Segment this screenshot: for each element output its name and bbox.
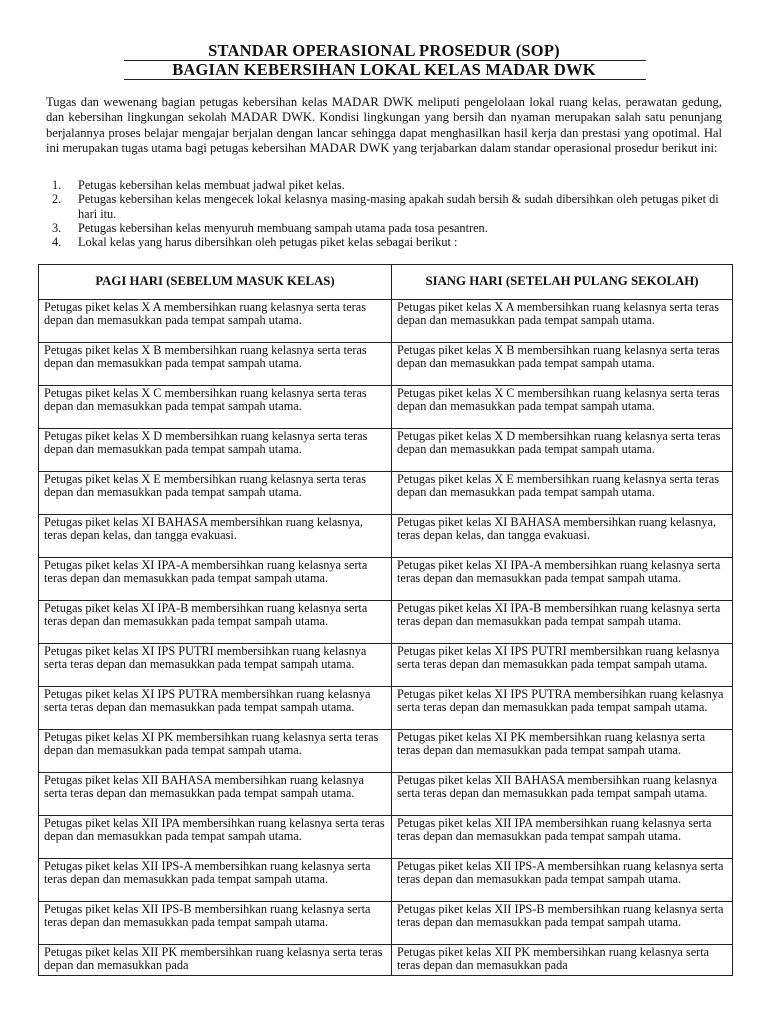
table-row <box>39 515 733 558</box>
cell-morning: Petugas piket kelas XI IPS PUTRI membersihkan ruang kelasnya serta teras depan dan memasukkan pada tempat sampah utama. <box>39 644 392 687</box>
cell-morning: Petugas piket kelas X C membersihkan ruang kelasnya serta teras depan dan memasukkan pada tempat sampah utama. <box>39 386 392 429</box>
cell-morning: Petugas piket kelas XII IPA membersihkan ruang kelasnya serta teras depan dan memasukkan pada tempat sampah utama. <box>39 816 392 859</box>
table-row <box>39 773 733 816</box>
table-row <box>39 859 733 902</box>
cell-morning: Petugas piket kelas XI IPS PUTRA membersihkan ruang kelasnya serta teras depan dan memasukkan pada tempat sampah utama. <box>39 687 392 730</box>
cell-afternoon: Petugas piket kelas XI IPS PUTRA membersihkan ruang kelasnya serta teras depan dan memasukkan pada tempat sampah utama. <box>392 687 733 730</box>
cell-afternoon: Petugas piket kelas XI IPA-B membersihkan ruang kelasnya serta teras depan dan memasukkan pada tempat sampah utama. <box>392 601 733 644</box>
cell-morning: Petugas piket kelas X B membersihkan ruang kelasnya serta teras depan dan memasukkan pada tempat sampah utama. <box>39 343 392 386</box>
cell-morning: Petugas piket kelas XII IPS-A membersihkan ruang kelasnya serta teras depan dan memasukkan pada tempat sampah utama. <box>39 859 392 902</box>
list-item <box>52 178 722 192</box>
cell-afternoon: Petugas piket kelas XII IPA membersihkan ruang kelasnya serta teras depan dan memasukkan pada tempat sampah utama. <box>392 816 733 859</box>
cell-afternoon: Petugas piket kelas XI IPA-A membersihkan ruang kelasnya serta teras depan dan memasukkan pada tempat sampah utama. <box>392 558 733 601</box>
table-row <box>39 644 733 687</box>
cell-morning: Petugas piket kelas XI IPA-A membersihkan ruang kelasnya serta teras depan dan memasukkan pada tempat sampah utama. <box>39 558 392 601</box>
cell-afternoon: Petugas piket kelas X A membersihkan ruang kelasnya serta teras depan dan memasukkan pada tempat sampah utama. <box>392 300 733 343</box>
cell-afternoon: Petugas piket kelas XI IPS PUTRI membersihkan ruang kelasnya serta teras depan dan memasukkan pada tempat sampah utama. <box>392 644 733 687</box>
list-item-text: Petugas kebersihan kelas mengecek lokal kelasnya masing-masing apakah sudah bersih & sudah dibersihkan oleh petugas piket di hari itu. <box>78 192 719 221</box>
cell-afternoon: Petugas piket kelas XII IPS-A membersihkan ruang kelasnya serta teras depan dan memasukkan pada tempat sampah utama. <box>392 859 733 902</box>
table-row <box>39 343 733 386</box>
cell-morning: Petugas piket kelas XI IPA-B membersihkan ruang kelasnya serta teras depan dan memasukkan pada tempat sampah utama. <box>39 601 392 644</box>
cell-morning: Petugas piket kelas XI BAHASA membersihkan ruang kelasnya, teras depan kelas, dan tangga evakuasi. <box>39 515 392 558</box>
list-item <box>52 235 722 249</box>
cell-afternoon: Petugas piket kelas X C membersihkan ruang kelasnya serta teras depan dan memasukkan pada tempat sampah utama. <box>392 386 733 429</box>
list-item-number: 4. <box>52 235 62 250</box>
list-item <box>52 221 722 235</box>
table-header-row <box>39 265 733 300</box>
header-afternoon: SIANG HARI (SETELAH PULANG SEKOLAH) <box>392 265 733 300</box>
cell-afternoon: Petugas piket kelas XII PK membersihkan ruang kelasnya serta teras depan dan memasukkan pada <box>392 945 733 976</box>
subtitle-underline <box>124 79 646 80</box>
table-row <box>39 816 733 859</box>
cell-morning: Petugas piket kelas X A membersihkan ruang kelasnya serta teras depan dan memasukkan pada tempat sampah utama. <box>39 300 392 343</box>
cell-morning: Petugas piket kelas XI PK membersihkan ruang kelasnya serta teras depan dan memasukkan pada tempat sampah utama. <box>39 730 392 773</box>
table-row <box>39 429 733 472</box>
cleaning-schedule-table <box>38 264 733 976</box>
table-row <box>39 472 733 515</box>
cell-morning: Petugas piket kelas X D membersihkan ruang kelasnya serta teras depan dan memasukkan pada tempat sampah utama. <box>39 429 392 472</box>
table-row <box>39 687 733 730</box>
list-item-number: 2. <box>52 192 62 207</box>
list-item-text: Lokal kelas yang harus dibersihkan oleh petugas piket kelas sebagai berikut : <box>78 235 458 250</box>
procedure-list <box>52 178 722 249</box>
table-row <box>39 902 733 945</box>
table-row <box>39 386 733 429</box>
table-body <box>39 300 733 976</box>
cell-morning: Petugas piket kelas XII BAHASA membersihkan ruang kelasnya serta teras depan dan memasukkan pada tempat sampah utama. <box>39 773 392 816</box>
list-item-number: 1. <box>52 178 62 192</box>
cell-afternoon: Petugas piket kelas X D membersihkan ruang kelasnya serta teras depan dan memasukkan pada tempat sampah utama. <box>392 429 733 472</box>
cell-morning: Petugas piket kelas XII PK membersihkan ruang kelasnya serta teras depan dan memasukkan pada <box>39 945 392 976</box>
cell-afternoon: Petugas piket kelas XI BAHASA membersihkan ruang kelasnya, teras depan kelas, dan tangga evakuasi. <box>392 515 733 558</box>
header-morning: PAGI HARI (SEBELUM MASUK KELAS) <box>39 265 392 300</box>
document-title: STANDAR OPERASIONAL PROSEDUR (SOP) <box>208 41 560 60</box>
table-row <box>39 558 733 601</box>
cell-afternoon: Petugas piket kelas XII IPS-B membersihkan ruang kelasnya serta teras depan dan memasukkan pada tempat sampah utama. <box>392 902 733 945</box>
cell-afternoon: Petugas piket kelas XII BAHASA membersihkan ruang kelasnya serta teras depan dan memasukkan pada tempat sampah utama. <box>392 773 733 816</box>
table-row <box>39 601 733 644</box>
cell-morning: Petugas piket kelas X E membersihkan ruang kelasnya serta teras depan dan memasukkan pada tempat sampah utama. <box>39 472 392 515</box>
intro-paragraph: Tugas dan wewenang bagian petugas kebersihan kelas MADAR DWK meliputi pengelolaan lokal ruang kelas, perawatan gedung, dan kebersihan lingkungan sekolah MADAR DWK. Kondisi lingkungan yang bersih dan nyaman merupakan salah satu penunjang berjalannya proses belajar mengajar berjalan dengan lancar sehingga dapat menghasilkan hasil kerja dan prestasi yang opotimal. Hal ini merupakan tugas utama bagi petugas kebersihan MADAR DWK yang terjabarkan dalam standar operasional prosedur berikut ini: <box>46 95 722 156</box>
table-row <box>39 730 733 773</box>
table-row <box>39 300 733 343</box>
list-item <box>52 192 722 221</box>
cell-afternoon: Petugas piket kelas XI PK membersihkan ruang kelasnya serta teras depan dan memasukkan pada tempat sampah utama. <box>392 730 733 773</box>
list-item-text: Petugas kebersihan kelas membuat jadwal piket kelas. <box>78 178 345 192</box>
list-item-text: Petugas kebersihan kelas menyuruh membuang sampah utama pada tosa pesantren. <box>78 220 488 235</box>
cell-afternoon: Petugas piket kelas X B membersihkan ruang kelasnya serta teras depan dan memasukkan pada tempat sampah utama. <box>392 343 733 386</box>
cell-afternoon: Petugas piket kelas X E membersihkan ruang kelasnya serta teras depan dan memasukkan pada tempat sampah utama. <box>392 472 733 515</box>
cell-morning: Petugas piket kelas XII IPS-B membersihkan ruang kelasnya serta teras depan dan memasukkan pada tempat sampah utama. <box>39 902 392 945</box>
list-item-number: 3. <box>52 220 62 235</box>
document-subtitle: BAGIAN KEBERSIHAN LOKAL KELAS MADAR DWK <box>172 60 596 79</box>
table-row <box>39 945 733 976</box>
